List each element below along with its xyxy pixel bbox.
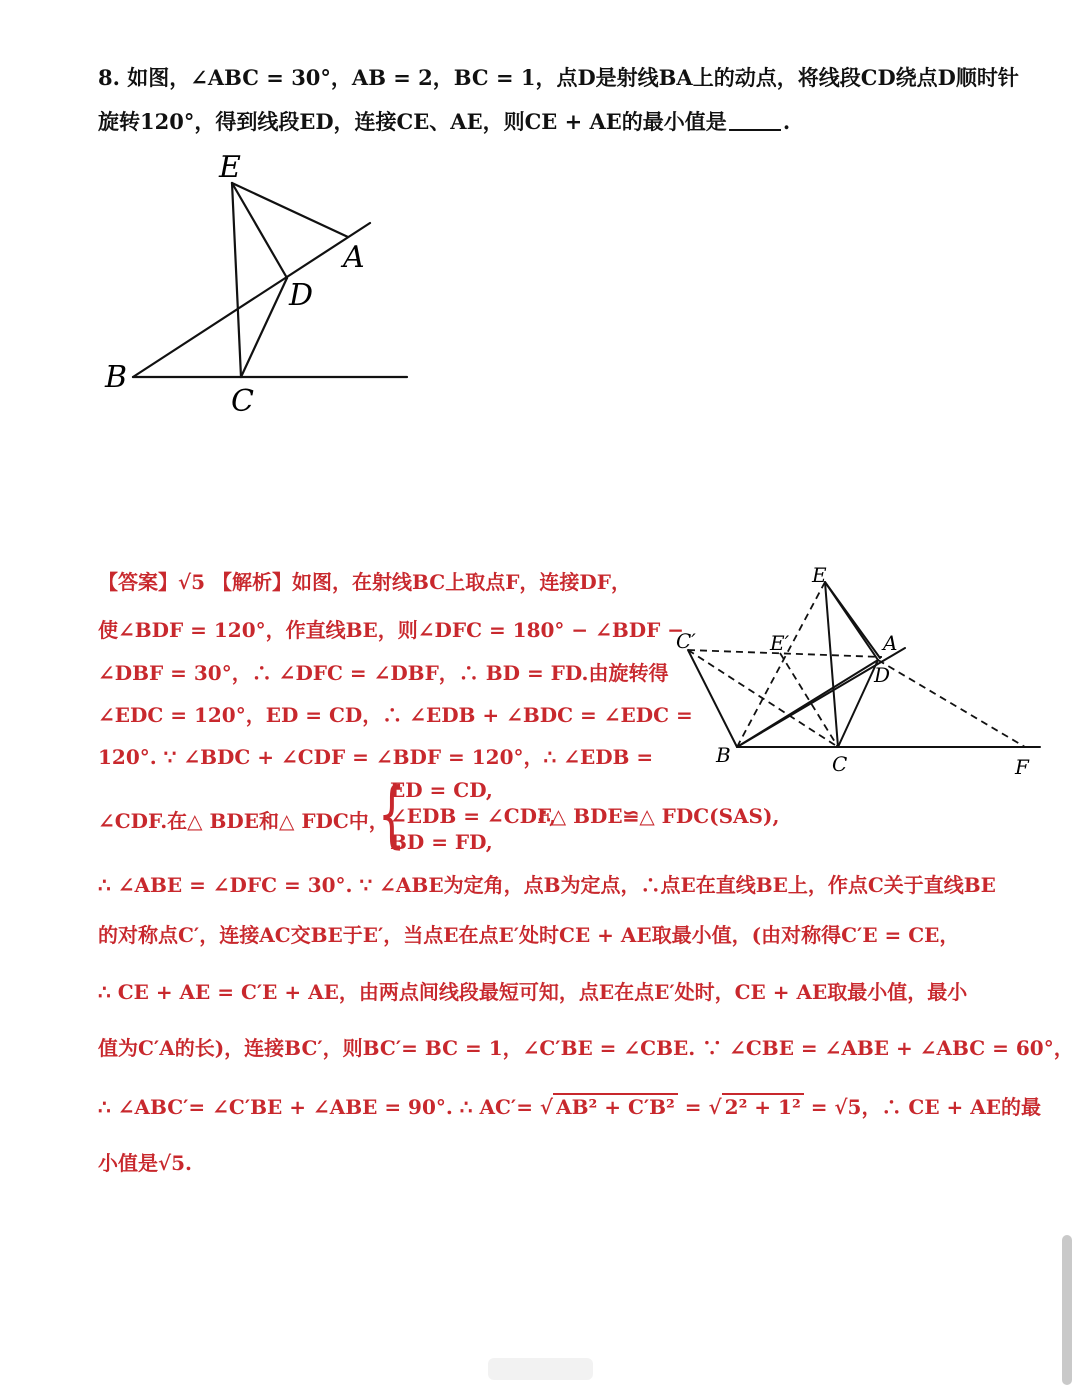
- system-row-3: BD = FD,: [390, 830, 493, 854]
- system-row-2: ∠EDB = ∠CDF,: [390, 804, 557, 828]
- label-e-prime: E′: [770, 631, 790, 655]
- label-f: F: [1015, 755, 1029, 779]
- segment-ec: [825, 582, 838, 747]
- label-c: C: [832, 752, 848, 776]
- system-row-1: ED = CD,: [390, 778, 493, 802]
- segment-bd-extra: [737, 660, 878, 747]
- label-a: A: [343, 240, 365, 275]
- bottom-indicator: [488, 1358, 593, 1380]
- label-d: D: [874, 663, 891, 687]
- answer-line-2: 使∠BDF = 120°，作直线BE，则∠DFC = 180° − ∠BDF −: [98, 618, 685, 642]
- dashed-line-be: [737, 582, 825, 747]
- label-c: C: [231, 384, 254, 419]
- label-d: D: [289, 278, 314, 313]
- answer-line-11: [98, 1091, 1041, 1120]
- segment-ec: [232, 183, 241, 377]
- answer-line-12: 小值是√5.: [98, 1151, 193, 1175]
- line-11-part-b: =: [684, 1095, 702, 1119]
- dashed-e-prime-c: [780, 653, 838, 747]
- label-b: B: [716, 743, 731, 767]
- answer-line-4: ∠EDC = 120°，ED = CD，∴ ∠EDB + ∠BDC = ∠EDC =: [98, 703, 693, 727]
- answer-line-6: ∠CDF.在△ BDE和△ FDC中，: [98, 809, 389, 833]
- label-b: B: [105, 360, 128, 395]
- answer-line-5: 120°. ∵ ∠BDC + ∠CDF = ∠BDF = 120°，∴ ∠EDB =: [98, 745, 654, 769]
- sqrt-expression-1: √ AB² + C′B²: [540, 1095, 678, 1119]
- equation-system: [378, 772, 798, 856]
- segment-ea: [232, 183, 348, 237]
- answer-line-10: 值为C′A的长)，连接BC′，则BC′= BC = 1，∠C′BE = ∠CBE. ∵ ∠CBE = ∠ABE + ∠ABC = 60°，: [98, 1036, 1074, 1060]
- line-bc-prime: [688, 650, 737, 747]
- figure-1-diagram: [95, 145, 425, 420]
- question-line-1: 8. 如图，∠ABC = 30°，AB = 2，BC = 1，点D是射线BA上的动点，将线段CD绕点D顺时针: [98, 65, 1019, 90]
- label-e: E: [219, 150, 241, 185]
- line-11-part-c: = √5，∴ CE + AE的最: [810, 1095, 1042, 1119]
- answer-line-1: 【答案】√5 【解析】如图，在射线BC上取点F，连接DF，: [98, 570, 631, 594]
- label-a: A: [883, 631, 898, 655]
- question-line-2-end: .: [782, 109, 791, 134]
- question-line-2: [98, 106, 790, 136]
- label-e: E: [812, 563, 827, 587]
- line-11-part-a: ∴ ∠ABC′= ∠C′BE + ∠ABE = 90°. ∴ AC′=: [98, 1095, 533, 1119]
- answer-line-9: ∴ CE + AE = C′E + AE，由两点间线段最短可知，点E在点E′处时，CE + AE取最小值，最小: [98, 980, 968, 1004]
- answer-line-7: ∴ ∠ABE = ∠DFC = 30°. ∵ ∠ABE为定角，点B为定点，∴点E在直线BE上，作点C关于直线BE: [98, 873, 996, 897]
- sqrt-expression-2: √ 2² + 1²: [709, 1095, 804, 1119]
- system-brace: {: [378, 772, 406, 856]
- segment-ed: [232, 183, 287, 278]
- system-conclusion: ∴△ BDE≌△ FDC(SAS),: [538, 804, 780, 828]
- segment-ed: [825, 582, 878, 660]
- dashed-df: [878, 660, 1025, 747]
- answer-line-3: ∠DBF = 30°，∴ ∠DFC = ∠DBF，∴ BD = FD.由旋转得: [98, 661, 669, 685]
- answer-blank: [729, 129, 781, 131]
- answer-line-8: 的对称点C′，连接AC交BE于E′，当点E在点E′处时CE + AE取最小值，(由对称得C′E = CE，: [98, 923, 960, 947]
- label-c-prime: C′: [676, 629, 696, 653]
- sqrt-radicand-1: AB² + C′B²: [553, 1093, 678, 1119]
- sqrt-radicand-2: 2² + 1²: [722, 1093, 804, 1119]
- question-line-2-text: 旋转120°，得到线段ED，连接CE、AE，则CE + AE的最小值是: [98, 109, 727, 134]
- figure-2-diagram: [670, 560, 1055, 785]
- vertical-scrollbar[interactable]: [1062, 1235, 1072, 1385]
